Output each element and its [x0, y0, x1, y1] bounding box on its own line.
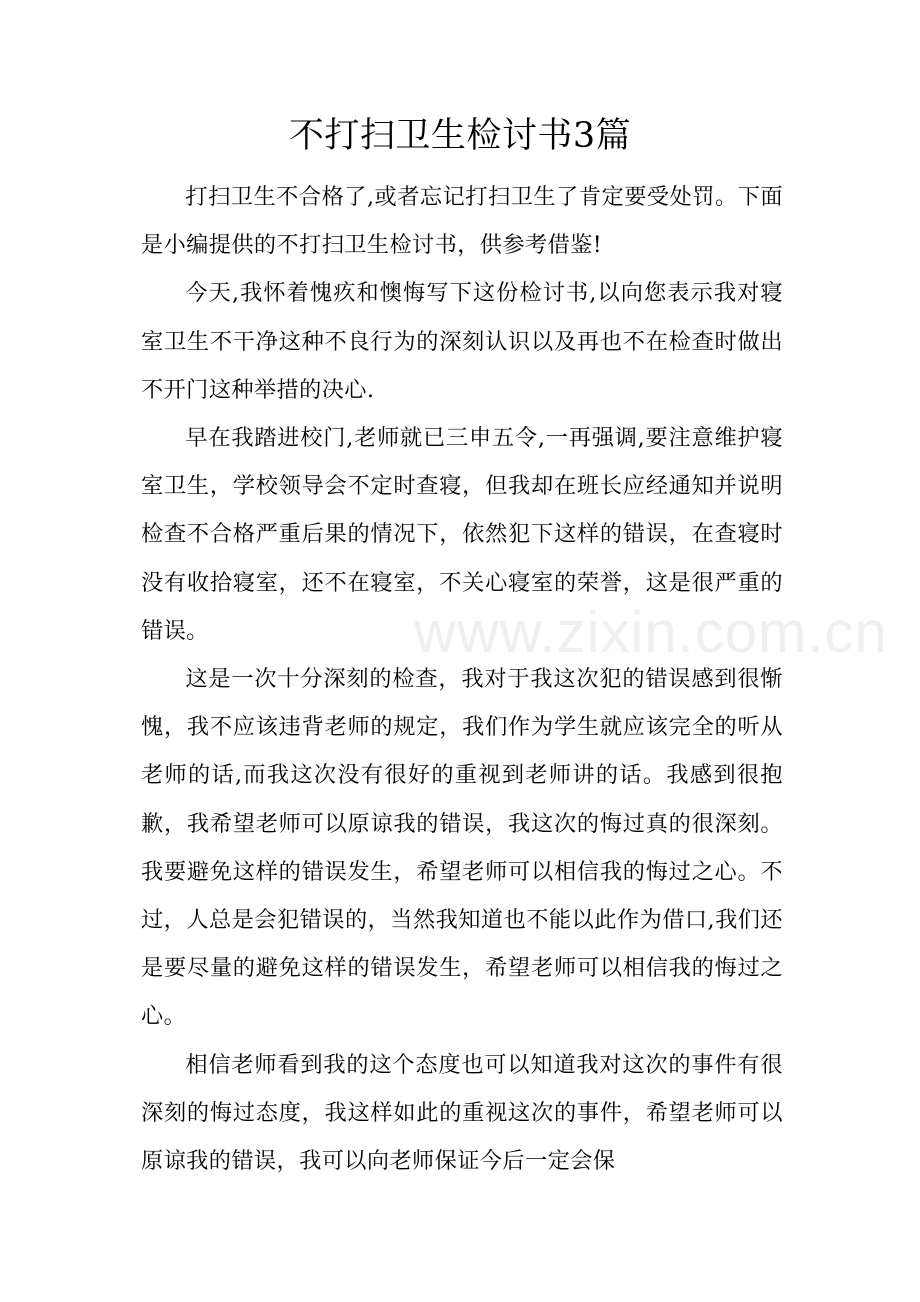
- paragraph-school-rules: 早在我踏进校门,老师就已三申五令,一再强调,要注意维护寝室卫生，学校领导会不定时查寝，但我却在班长应经通知并说明检查不合格严重后果的情况下，依然犯下这样的错误，在查寝时没有收拾寝室，还不在寝室，不关心寝室的荣誉，这是很严重的错误。: [141, 425, 783, 644]
- paragraph-today: 今天,我怀着愧疚和懊悔写下这份检讨书,以向您表示我对寝室卫生不干净这种不良行为的深刻认识以及再也不在检查时做出不开门这种举措的决心.: [141, 280, 783, 403]
- paragraph-promise: 相信老师看到我的这个态度也可以知道我对这次的事件有很深刻的悔过态度，我这样如此的重视这次的事件，希望老师可以原谅我的错误，我可以向老师保证今后一定会保: [141, 1051, 783, 1175]
- paragraph-intro: 打扫卫生不合格了,或者忘记打扫卫生了肯定要受处罚。下面是小编提供的不打扫卫生检讨书，供参考借鉴!: [141, 184, 783, 259]
- paragraph-reflection: 这是一次十分深刻的检查，我对于我这次犯的错误感到很惭愧，我不应该违背老师的规定，我们作为学生就应该完全的听从老师的话,而我这次没有很好的重视到老师讲的话。我感到很抱歉，我希望老师可以原谅我的错误，我这次的悔过真的很深刻。我要避免这样的错误发生，希望老师可以相信我的悔过之心。不过，人总是会犯错误的，当然我知道也不能以此作为借口,我们还是要尽量的避免这样的错误发生，希望老师可以相信我的悔过之心。: [141, 666, 783, 1030]
- watermark: www.zixin.com.cn: [414, 600, 888, 665]
- document-body: [141, 173, 783, 1185]
- document-title: 不打扫卫生检讨书3篇: [288, 116, 632, 156]
